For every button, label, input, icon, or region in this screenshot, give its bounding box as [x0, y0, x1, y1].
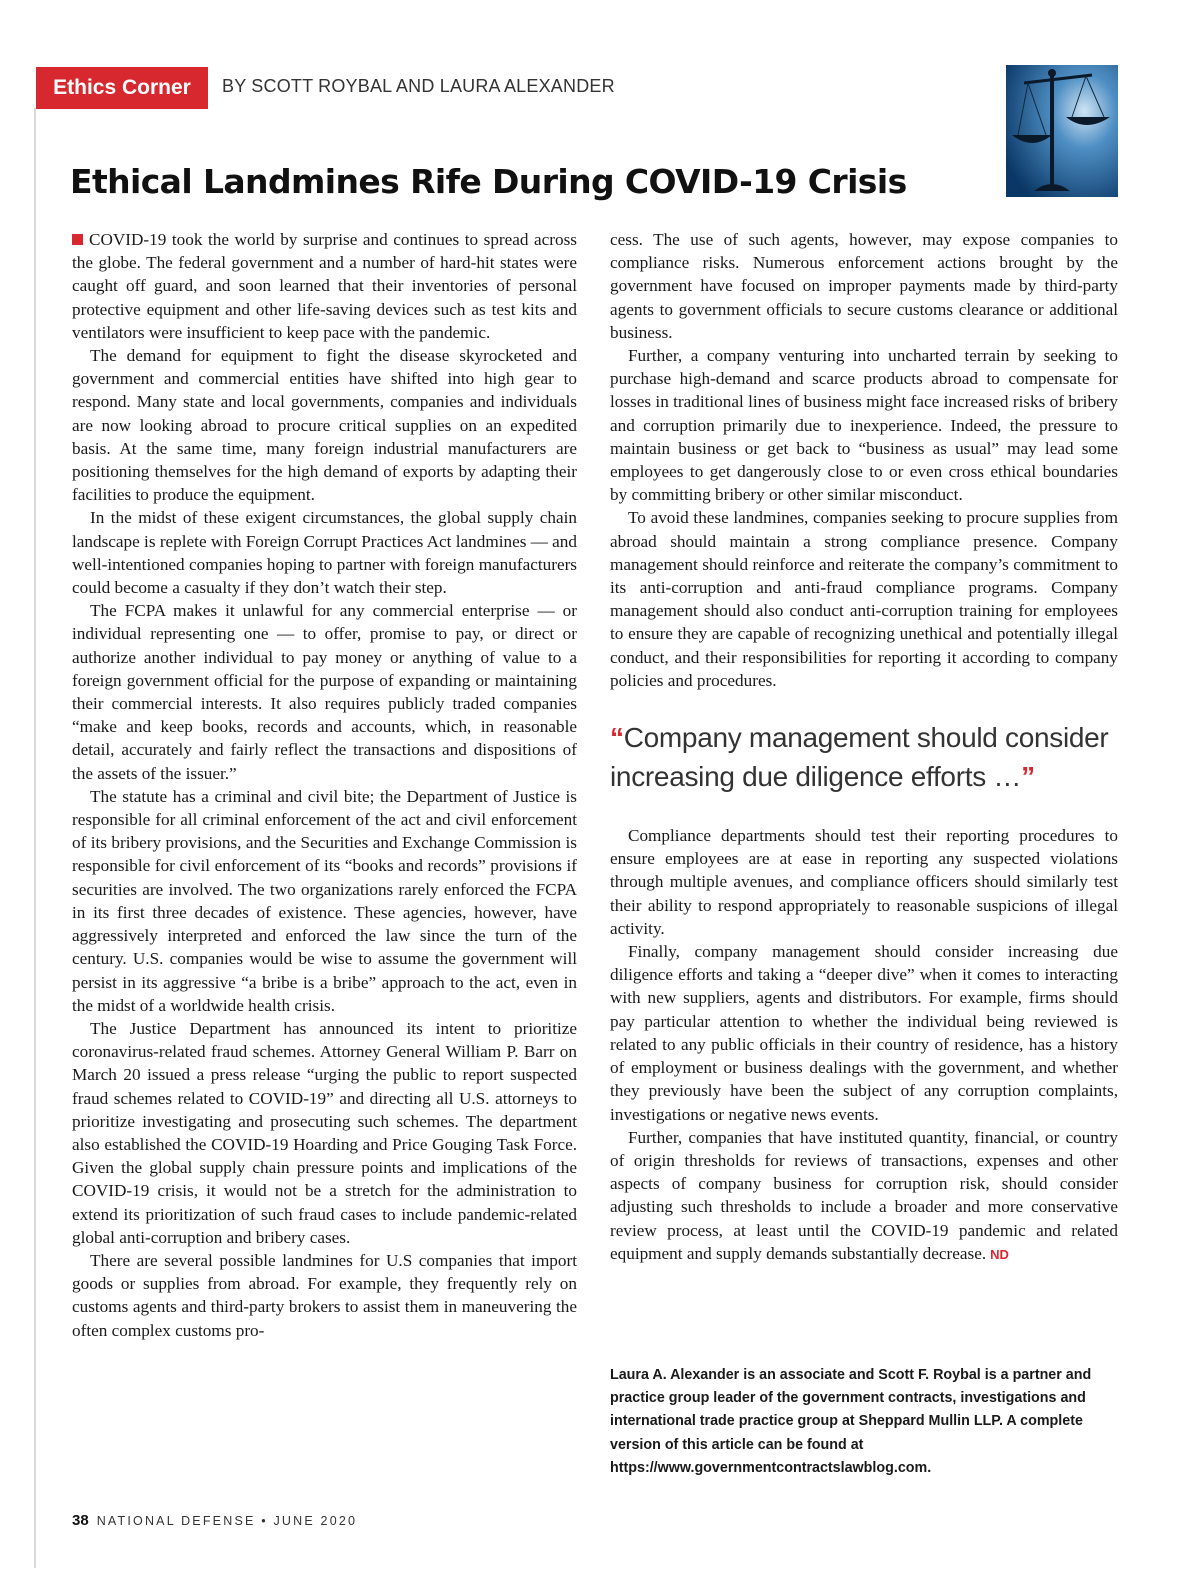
paragraph: COVID-19 took the world by surprise and continues to spread across the globe. The federal government and a number of hard-hit states were caught off guard, and soon learned that their inventories of personal protective equipment and other life-saving devices such as test kits and ventilators were insufficient to keep pace with the pandemic. [72, 230, 577, 342]
open-quote-mark: “ [610, 722, 624, 754]
author-bio: Laura A. Alexander is an associate and Scott F. Roybal is a partner and practice group leader of the government contracts, investigations and international trade practice group at Sheppard Mullin LLP. A complete version of this article can be found at https://www.governmentcontractslawblog.com. [610, 1367, 1092, 1476]
paragraph: The demand for equipment to fight the disease skyrocketed and government and commercial entities have shifted into high gear to respond. Many state and local governments, companies and individuals are now looking abroad to procure critical supplies on an expedited basis. At the same time, many foreign industrial manufacturers are positioning themselves for the high demand of exports by adapting their facilities to produce the equipment. [72, 346, 577, 505]
paragraph: Compliance departments should test their reporting procedures to ensure employees are at ease in reporting any suspected violations through multiple avenues, and compliance officers should similarly test their ability to respond appropriately to reasonable suspicions of illegal activity. [610, 826, 1118, 938]
end-mark: ND [990, 1246, 1009, 1262]
paragraph: Finally, company management should consider increasing due diligence efforts and taking a “deeper dive” when it comes to interacting with new suppliers, agents and distributors. For example, firms should pay particular attention to whether the individual being reviewed is related to any public officials in their country of residence, has a history of employment or business dealings with the government, and whether they previously have been the subject of any corruption complaints, investigations or negative news events. [610, 942, 1118, 1124]
paragraph: Further, a company venturing into uncharted terrain by seeking to purchase high-demand and scarce products abroad to compensate for losses in traditional lines of business might face increased risks of bribery and corruption primarily due to inexperience. Indeed, the pressure to maintain business or get back to “business as usual” may lead some employees to get dangerously close to or even cross ethical boundaries by committing bribery or other similar misconduct. [610, 346, 1118, 505]
section-tag: Ethics Corner [36, 67, 208, 109]
paragraph: Further, companies that have instituted quantity, financial, or country of origin thresholds for reviews of transactions, expenses and other aspects of company business for corruption risk, should consider adjusting such thresholds to include a broader and more conservative review process, at least until the COVID-19 pandemic and related equipment and supply demands substantially decrease. ND [610, 1127, 1118, 1263]
page-footer [72, 1512, 357, 1529]
close-quote-mark: ” [1021, 761, 1035, 793]
left-margin-rule [34, 108, 36, 1568]
paragraph: To avoid these landmines, companies seeking to procure supplies from abroad should maintain a strong compliance presence. Company management should reinforce and reiterate the company’s commitment to its anti-corruption and anti-fraud compliance programs. Company management should also conduct anti-corruption training for employees to ensure they are capable of recognizing unethical and potentially illegal conduct, and their responsibilities for reporting it according to company policies and procedures. [610, 508, 1118, 690]
scales-of-justice-icon [1006, 65, 1118, 197]
left-column [72, 228, 577, 1342]
paragraph: The FCPA makes it unlawful for any commercial enterprise — or individual representing one — to offer, promise to pay, or direct or authorize another individual to pay money or anything of value to a foreign government official for the purpose of expanding or maintaining their commercial interests. It also requires publicly traded companies “make and keep books, records and accounts, which, in reasonable detail, accurately and fairly reflect the transactions and dispositions of the assets of the issuer.” [72, 601, 577, 783]
paragraph: The Justice Department has announced its intent to prioritize coronavirus-related fraud schemes. Attorney General William P. Barr on March 20 issued a press release “urging the public to report suspected fraud schemes related to COVID-19” and directing all U.S. attorneys to prioritize investigating and prosecuting such schemes. The department also established the COVID-19 Hoarding and Price Gouging Task Force. Given the global supply chain pressure points and implications of the COVID-19 crisis, it would not be a stretch for the administration to extend its prioritization of such fraud cases to include pandemic-related global anti-corruption and bribery cases. [72, 1018, 577, 1247]
paragraph: The statute has a criminal and civil bite; the Department of Justice is responsible for all criminal enforcement of the act and civil enforcement of its bribery provisions, and the Securities and Exchange Commission is responsible for civil enforcement of its “books and records” provisions if securities are involved. The two organizations rarely enforced the FCPA in its first three decades of existence. These agencies, however, have aggressively interpreted and enforced the law since the turn of the century. U.S. companies would be wise to assume the government will persist in its aggressive “a bribe is a bribe” approach to the act, even in the midst of a worldwide health crisis. [72, 786, 577, 1015]
publication-info: NATIONAL DEFENSE • JUNE 2020 [96, 1514, 358, 1528]
paragraph: In the midst of these exigent circumstances, the global supply chain landscape is replete with Foreign Corrupt Practices Act landmines — and well-intentioned companies hoping to partner with foreign manufacturers could become a casualty if they don’t watch their step. [72, 508, 577, 598]
paragraph: There are several possible landmines for U.S companies that import goods or supplies from abroad. For example, they frequently rely on customs agents and third-party brokers to assist them in maneuvering the often complex customs pro- [72, 1250, 577, 1340]
bullet-square-icon [72, 234, 83, 245]
byline: BY SCOTT ROYBAL AND LAURA ALEXANDER [222, 76, 615, 96]
pull-quote [610, 718, 1118, 796]
page-number: 38 [72, 1512, 89, 1529]
article-title: Ethical Landmines Rife During COVID-19 Crisis [70, 162, 907, 201]
right-column [610, 228, 1118, 1266]
paragraph: cess. The use of such agents, however, may expose companies to compliance risks. Numerous enforcement actions brought by the government have focused on improper payments made by third-party agents to government officials to secure customs clearance or additional business. [610, 230, 1118, 342]
pull-quote-text: Company management should consider increasing due diligence efforts … [610, 722, 1109, 793]
